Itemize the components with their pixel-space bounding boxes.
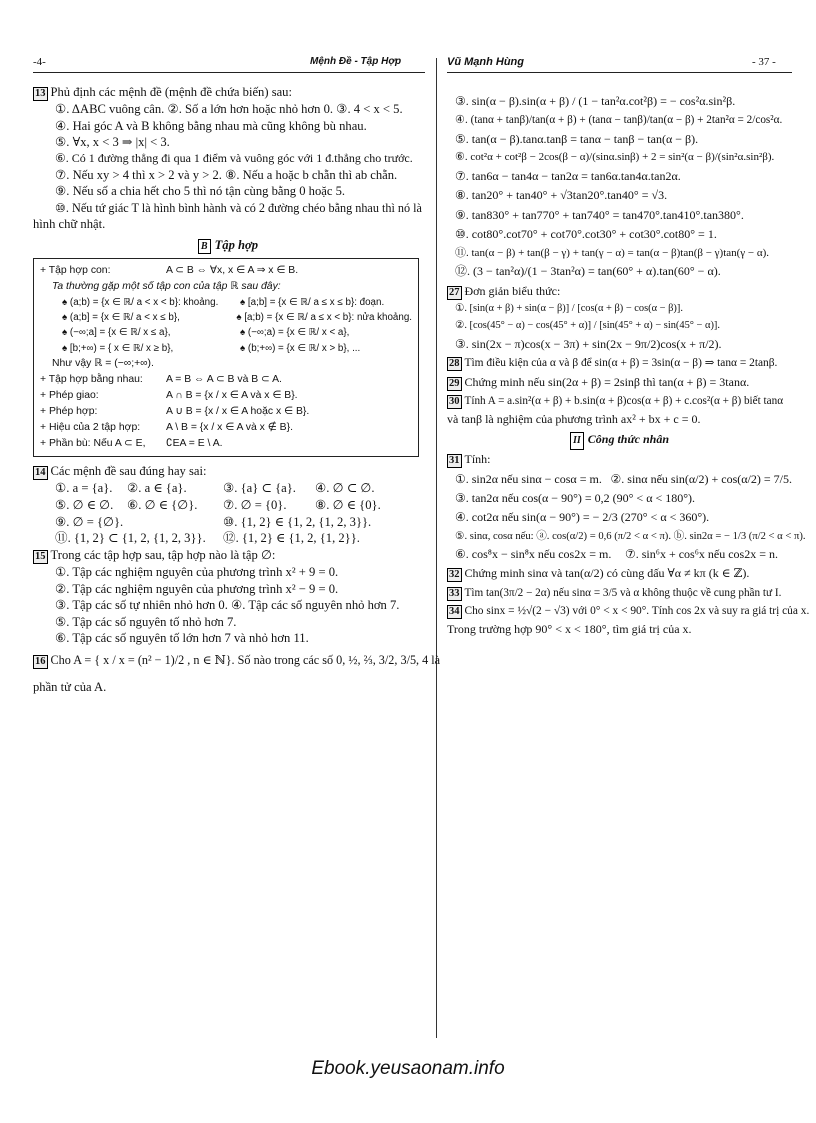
q28-line: 28 Tìm điều kiện của α và β để sin(α + β) = 3sin(α − β) ⇒ tanα = 2tanβ. bbox=[449, 357, 778, 370]
identity-item: ⑩. cot80°.cot70° + cot70°.cot30° + cot30°.cot80° = 1. bbox=[455, 227, 717, 242]
right-page-number: - 37 - bbox=[752, 56, 776, 68]
identity-item: ⑨. tan830° + tan770° + tan740° = tan470°.tan410°.tan380°. bbox=[455, 207, 744, 222]
right-running-author: Vũ Mạnh Hùng bbox=[447, 56, 524, 68]
identity-item: ⑤. tan(α − β).tanα.tanβ = tanα − tanβ − tan(α − β). bbox=[455, 131, 699, 146]
q27-heading: 27 Đơn giản biểu thức: bbox=[449, 283, 561, 298]
q14-heading: 14 Các mệnh đề sau đúng hay sai: bbox=[35, 464, 207, 479]
q29-line: 29 Chứng minh nếu sin(2α + β) = 2sinβ thì tan(α + β) = 3tanα. bbox=[449, 374, 750, 389]
q32-line: 32 Chứng minh sinα và tan(α/2) có cùng dấu ∀α ≠ kπ (k ∈ ℤ). bbox=[449, 566, 750, 581]
q31-heading: 31 Tính: bbox=[449, 452, 491, 467]
q30-line: và tanβ là nghiệm của phương trình ax² + bx + c = 0. bbox=[447, 412, 701, 427]
q14-row: ⑨. ∅ = {∅}. ⑩. {1, 2} ∈ {1, 2, {1, 2, 3}}. bbox=[55, 514, 372, 529]
q16-line: phần tử của A. bbox=[33, 679, 107, 694]
q27-line: ③. sin(2x − π)cos(x − 3π) + sin(2x − 9π/2)cos(x + π/2). bbox=[455, 336, 722, 351]
q13-line: ⑩. Nếu tứ giác T là hình bình hành và có 2 đường chéo bằng nhau thì nó là bbox=[55, 200, 422, 215]
q13-line: ⑦. Nếu xy > 4 thì x > 2 và y > 2. ⑧. Nếu a hoặc b chẵn thì ab chẵn. bbox=[55, 167, 398, 182]
q13-line: ⑤. ∀x, x < 3 ⇒ |x| < 3. bbox=[55, 135, 170, 150]
q15-line: ②. Tập các nghiệm nguyên của phương trình x² − 9 = 0. bbox=[55, 581, 339, 596]
q30-line: 30 Tính A = a.sin²(α + β) + b.sin(α + β)cos(α + β) + c.cos²(α + β) biết tanα bbox=[449, 395, 784, 408]
q14-row: ①. a = {a}. ②. a ∈ {a}. ③. {a} ⊂ {a}. ④. ∅ ⊂ ∅. bbox=[55, 481, 375, 496]
q15-line: ⑤. Tập các số nguyên tố nhỏ hơn 7. bbox=[55, 614, 237, 629]
section-ii-title: II Công thức nhân bbox=[447, 430, 792, 450]
q14-row: ⑪. {1, 2} ⊂ {1, 2, {1, 2, 3}}. ⑫. {1, 2} ∈ {1, 2, {1, 2}}. bbox=[55, 531, 360, 546]
left-running-title: Mệnh Đề - Tập Hợp bbox=[310, 56, 402, 67]
identity-item: ⑪. tan(α − β) + tan(β − γ) + tan(γ − α) = tan(α − β)tan(β − γ)tan(γ − α). bbox=[455, 246, 770, 259]
q31-line: ④. cot2α nếu sin(α − 90°) = − 2/3 (270° < α < 360°). bbox=[455, 510, 710, 525]
left-page-number: -4- bbox=[33, 56, 46, 68]
q15-line: ①. Tập các nghiệm nguyên của phương trình x² + 9 = 0. bbox=[55, 564, 339, 579]
q33-line: 33 Tìm tan(3π/2 − 2α) nếu sinα = 3/5 và α không thuộc về cung phần tư I. bbox=[449, 586, 782, 599]
q13-line: ⑥. Có 1 đường thẳng đi qua 1 điểm và vuông góc với 1 đ.thẳng cho trước. bbox=[55, 150, 413, 165]
q15-line: ⑥. Tập các số nguyên tố lớn hơn 7 và nhỏ hơn 11. bbox=[55, 631, 309, 646]
column-divider bbox=[436, 58, 437, 1038]
left-column bbox=[33, 84, 441, 696]
left-header-rule bbox=[33, 72, 425, 73]
identity-item: ③. sin(α − β).sin(α + β) / (1 − tan²α.cot²β) = − cos²α.sin²β. bbox=[455, 94, 736, 108]
q16-line: 16 Cho A = { x / x = (n² − 1)/2 , n ∈ ℕ}. Số nào trong các số 0, ½, ⅔, 3/2, 3/5, 4 là bbox=[35, 652, 441, 667]
footer-watermark: Ebook.yeusaonam.info bbox=[311, 1058, 505, 1079]
identity-item: ⑫. (3 − tan²α)/(1 − 3tan²α) = tan(60° + α).tan(60° − α). bbox=[455, 264, 721, 279]
q13-line: hình chữ nhật. bbox=[33, 216, 106, 231]
right-header-rule bbox=[447, 72, 792, 73]
q31-line: ⑤. sinα, cosα nếu: ⓐ. cos(α/2) = 0,6 (π/2 < α < π). ⓑ. sin2α = − 1/3 (π/2 < α < π). bbox=[455, 530, 806, 542]
set-as-such: Như vậy ℝ = (−∞;+∞). bbox=[52, 357, 154, 369]
q27-line: ①. [sin(α + β) + sin(α − β)] / [cos(α + β) − cos(α − β)]. bbox=[455, 303, 683, 315]
right-column bbox=[447, 92, 810, 640]
identity-item: ⑦. tan6α − tan4α − tan2α = tan6α.tan4α.tan2α. bbox=[455, 168, 681, 183]
q15-line: ③. Tập các số tự nhiên nhỏ hơn 0. ④. Tập các số nguyên nhỏ hơn 7. bbox=[55, 598, 400, 613]
q13-line: ⑨. Nếu số a chia hết cho 5 thì nó tận cùng bằng 0 hoặc 5. bbox=[55, 184, 346, 199]
section-b-title: B Tập hợp bbox=[33, 237, 423, 254]
q31-row: ①. sin2α nếu sinα − cosα = m. ②. sinα nếu sin(α/2) + cos(α/2) = 7/5. bbox=[455, 471, 792, 486]
identity-item: ⑧. tan20° + tan40° + √3tan20°.tan40° = √3. bbox=[455, 188, 668, 203]
q31-row: ⑥. cos⁸x − sin⁸x nếu cos2x = m. ⑦. sin⁶x + cos⁶x nếu cos2x = n. bbox=[455, 546, 778, 561]
q31-line: ③. tan2α nếu cos(α − 90°) = 0,2 (90° < α < 180°). bbox=[455, 490, 696, 505]
q15-heading: 15 Trong các tập hợp sau, tập hợp nào là tập ∅: bbox=[35, 547, 276, 562]
q13-line: ①. ΔABC vuông cân. ②. Số a lớn hơn hoặc nhỏ hơn 0. ③. 4 < x < 5. bbox=[55, 102, 403, 116]
q34-line: 34 Cho sinx = ½√(2 − √3) với 0° < x < 90°. Tính cos 2x và suy ra giá trị của x. bbox=[449, 604, 810, 617]
q27-line: ②. [cos(45° − α) − cos(45° + α)] / [sin(45° + α) − sin(45° − α)]. bbox=[455, 320, 720, 332]
q13-heading: 13 Phủ định các mệnh đề (mệnh đề chứa biến) sau: bbox=[35, 85, 292, 99]
q34-line: Trong trường hợp 90° < x < 180°, tìm giá trị của x. bbox=[447, 622, 692, 637]
identity-item: ④. (tanα + tanβ)/tan(α + β) + (tanα − tanβ)/tan(α − β) + 2tan²α = 2/cos²α. bbox=[455, 114, 783, 127]
q14-row: ⑤. ∅ ∈ ∅. ⑥. ∅ ∈ {∅}. ⑦. ∅ = {0}. ⑧. ∅ ∈ {0}. bbox=[55, 498, 381, 513]
set-intro: Ta thường gặp một số tập con của tập ℝ sau đây: bbox=[52, 280, 281, 292]
set-theory-box: + Tập hợp con: A ⊂ B ⇔ ∀x, x ∈ A ⇒ x ∈ B. Ta thường gặp một số tập con của tập ℝ sau đây: ♠ (a;b) = {x ∈ ℝ/ a < x < b}: khoảng. ♠ [a;b] = {x ∈ ℝ/ a ≤ x ≤ b}: đoạn. ♠ (a;b] = {x ∈ ℝ/ a < x ≤ b}, ♠ [a;b) = {x ∈ ℝ/ a ≤ x < b}: nửa khoảng. ♠ (−∞;a] = {x ∈ ℝ/ x ≤ a}, ♠ (−∞;a) = {x ∈ ℝ/ x < a}, ♠ [b;+∞) = { x ∈ ℝ/ x ≥ b}, ♠ (b;+∞) = {x ∈ ℝ/ x > b}, ... Như vậy ℝ = (−∞;+∞). + Tập hợp bằng nhau: A = B ⇔ A ⊂ B và B ⊂ A. + Phép giao: A ∩ B = {x / x ∈ A và x ∈ B}. + Phép hợp: A ∪ B = {x / x ∈ A hoặc x ∈ B}. + Hiệu của 2 tập hợp: A \ B = {x / x ∈ A và x ∉ B}. + Phần bù: Nếu A ⊂ E, ∁EA = E \ A. bbox=[33, 258, 419, 458]
q13-line: ④. Hai góc A và B không bằng nhau mà cũng không bù nhau. bbox=[55, 118, 367, 133]
identity-item: ⑥. cot²α + cot²β − 2cos(β − α)/(sinα.sinβ) + 2 = sin²(α − β)/(sin²α.sin²β). bbox=[455, 151, 775, 164]
